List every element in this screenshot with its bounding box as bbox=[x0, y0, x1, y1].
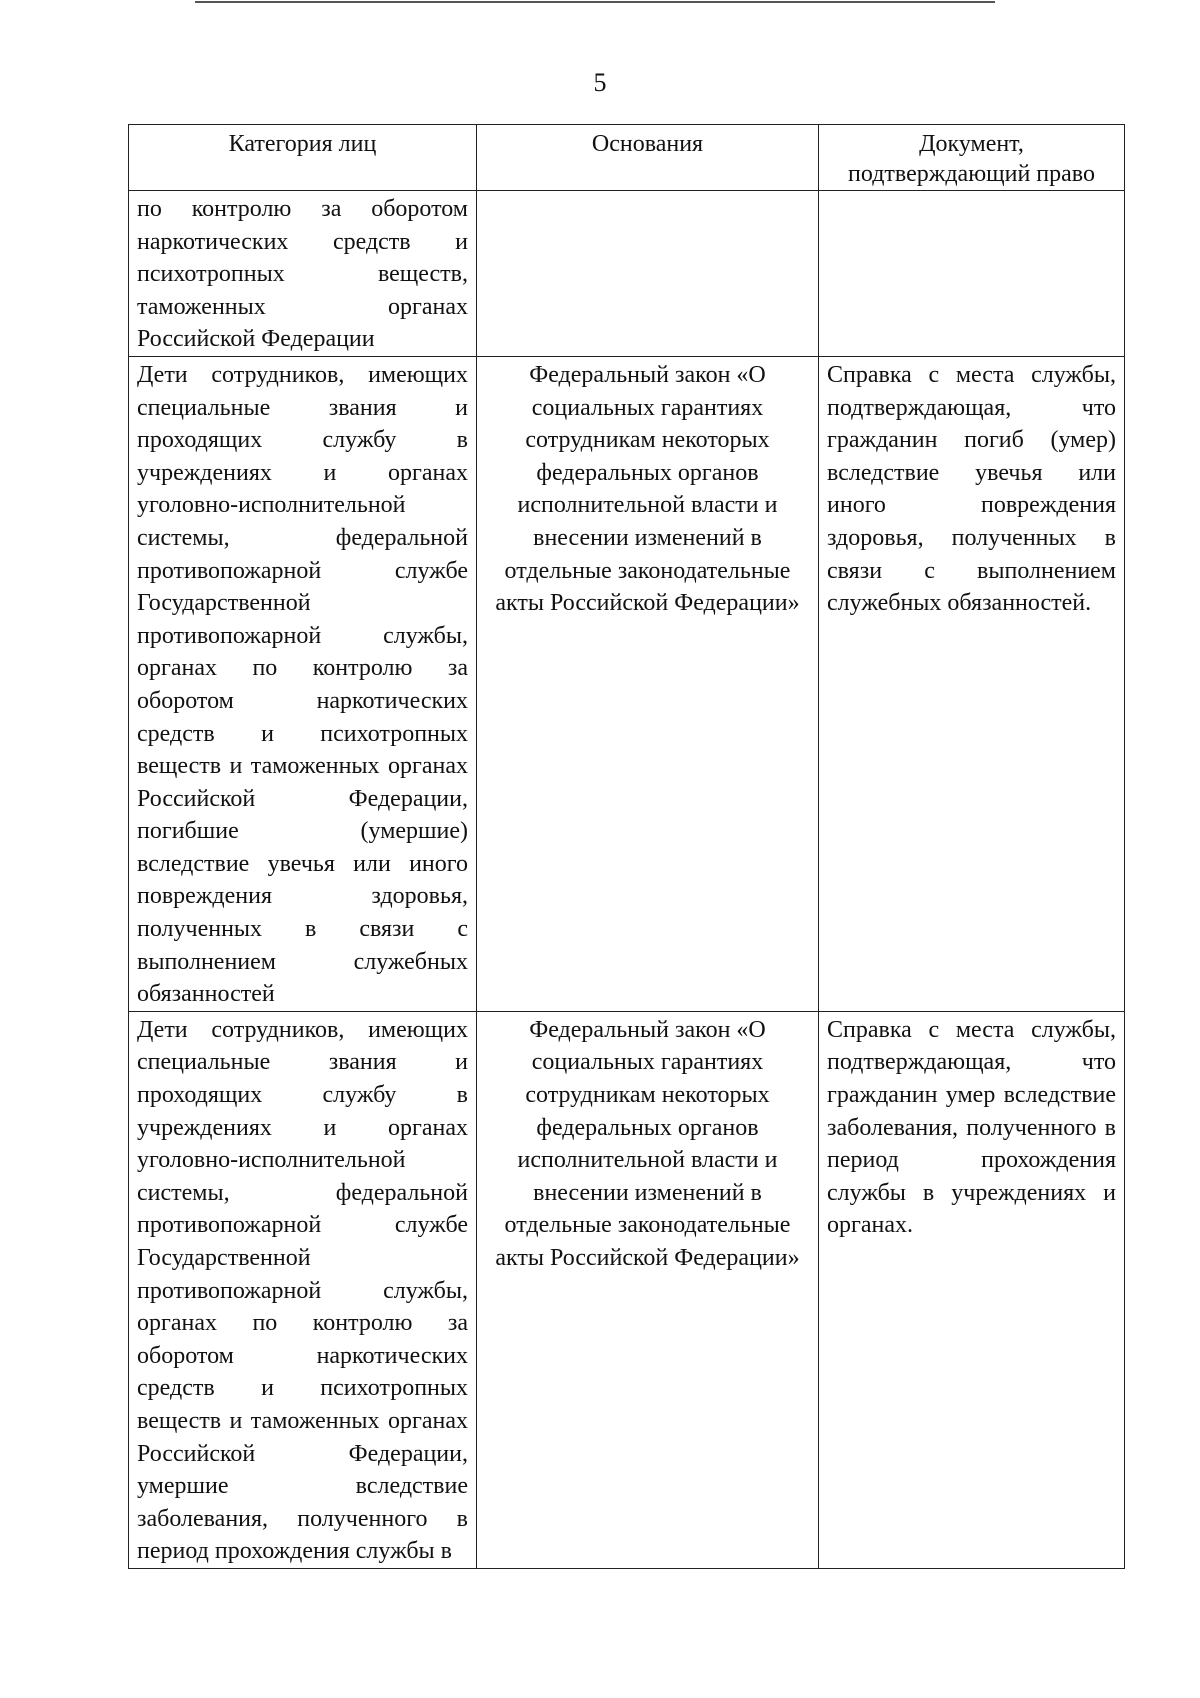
cell-category: по контролю за оборотом наркотических средств и психотропных веществ, таможенных органах Российской Федерации bbox=[129, 191, 477, 357]
cell-basis bbox=[477, 191, 819, 357]
cell-basis: Федеральный закон «О социальных гарантиях сотрудникам некоторых федеральных органов исполнительной власти и внесении изменений в отдельные законодательные акты Российской Федерации» bbox=[477, 1011, 819, 1568]
cell-document bbox=[819, 191, 1125, 357]
page-number: 5 bbox=[593, 68, 607, 97]
header-category: Категория лиц bbox=[129, 125, 477, 191]
table-row bbox=[129, 1011, 1125, 1568]
cell-category: Дети сотрудников, имеющих специальные звания и проходящих службу в учреждениях и органах уголовно-исполнительной системы, федеральной противопожарной службе Государственной противопожарной службы, органах по контролю за оборотом наркотических средств и психотропных веществ и таможенных органах Российской Федерации, погибшие (умершие) вследствие увечья или иного повреждения здоровья, полученных в связи с выполнением служебных обязанностей bbox=[129, 356, 477, 1011]
eligibility-table bbox=[128, 124, 1125, 1569]
cell-category: Дети сотрудников, имеющих специальные звания и проходящих службу в учреждениях и органах уголовно-исполнительной системы, федеральной противопожарной службе Государственной противопожарной службы, органах по контролю за оборотом наркотических средств и психотропных веществ и таможенных органах Российской Федерации, умершие вследствие заболевания, полученного в период прохождения службы в bbox=[129, 1011, 477, 1568]
header-document: Документ, подтверждающий право bbox=[819, 125, 1125, 191]
top-scan-rule bbox=[195, 1, 995, 3]
cell-basis: Федеральный закон «О социальных гарантиях сотрудникам некоторых федеральных органов исполнительной власти и внесении изменений в отдельные законодательные акты Российской Федерации» bbox=[477, 356, 819, 1011]
cell-document: Справка с места службы, подтверждающая, что гражданин погиб (умер) вследствие увечья или иного повреждения здоровья, полученных в связи с выполнением служебных обязанностей. bbox=[819, 356, 1125, 1011]
header-row bbox=[129, 125, 1125, 191]
table-row bbox=[129, 356, 1125, 1011]
cell-document: Справка с места службы, подтверждающая, что гражданин умер вследствие заболевания, полученного в период прохождения службы в учреждениях и органах. bbox=[819, 1011, 1125, 1568]
table-header bbox=[129, 125, 1125, 191]
table-row bbox=[129, 191, 1125, 357]
header-basis: Основания bbox=[477, 125, 819, 191]
table-body bbox=[129, 191, 1125, 1569]
